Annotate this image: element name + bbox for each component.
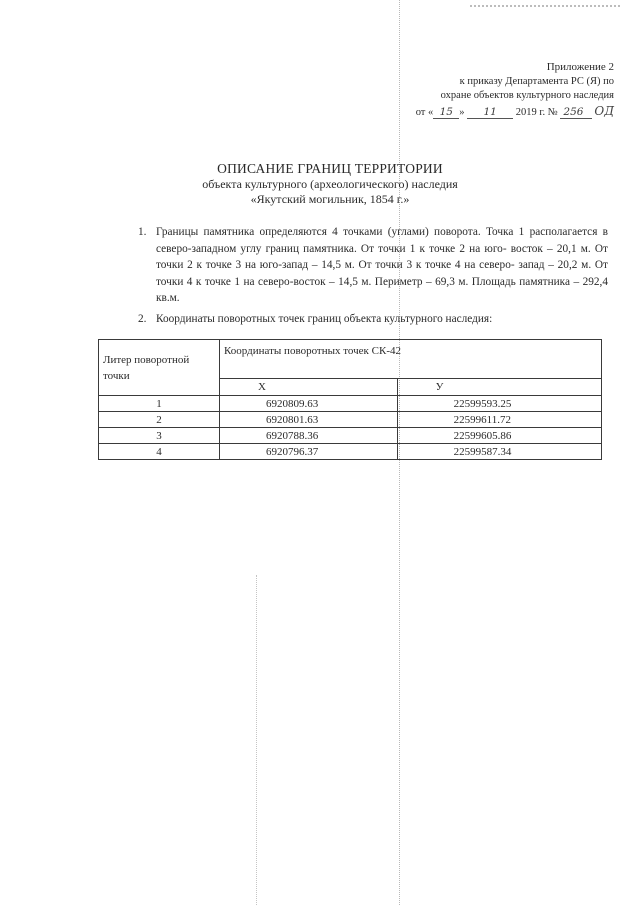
handwritten-day: 15 — [433, 106, 459, 119]
appendix-order-line: к приказу Департамента РС (Я) по — [459, 75, 614, 87]
list-item-text: Границы памятника определяются 4 точками (углами) поворота. Точка 1 располагается в северо-западном углу границ памятника. От точки 1 к точке 2 на юго- восток – 20,1 м. От точки 2 к точке 3 на юго-запад – 14,5 м. От точки 3 к точке 4 на северо- запад – 20,2 м. От точки 4 к точке 1 на северо-восток – 14,5 м. Периметр – 69,3 м. Площадь памятника – 292,4 кв.м. — [156, 226, 608, 305]
table-row — [99, 412, 602, 428]
liter-header: Литер поворотной точки — [99, 340, 220, 396]
y-value: 22599611.72 — [397, 412, 601, 428]
document-title — [140, 160, 520, 207]
point-number: 2 — [99, 412, 220, 428]
table-row — [99, 396, 602, 412]
point-number: 3 — [99, 428, 220, 444]
y-value: 22599605.86 — [397, 428, 601, 444]
appendix-date-line — [354, 104, 614, 121]
coordinates-table — [98, 339, 602, 460]
title-line-3: «Якутский могильник, 1854 г.» — [250, 192, 410, 206]
y-value: 22599593.25 — [397, 396, 601, 412]
point-number: 4 — [99, 444, 220, 460]
list-item-text: Координаты поворотных точек границ объекта культурного наследия: — [156, 312, 493, 325]
table-header-row — [99, 340, 602, 379]
x-value: 6920801.63 — [220, 412, 398, 428]
year-text: 2019 г. № — [515, 106, 558, 118]
list-item-number: 2. — [138, 312, 147, 325]
x-header: X — [220, 379, 398, 396]
title-line-2: объекта культурного (археологического) наследия — [202, 177, 458, 191]
x-value: 6920796.37 — [220, 444, 398, 460]
table-row — [99, 444, 602, 460]
scan-artifact-top — [470, 0, 620, 7]
fold-line-lower-left — [256, 575, 257, 905]
title-line-1: ОПИСАНИЕ ГРАНИЦ ТЕРРИТОРИИ — [217, 161, 443, 176]
list-item — [138, 224, 608, 307]
appendix-label: Приложение 2 — [546, 61, 614, 73]
coords-header: Координаты поворотных точек СК-42 — [220, 340, 602, 379]
x-value: 6920788.36 — [220, 428, 398, 444]
y-header: У — [397, 379, 601, 396]
appendix-department-line: охране объектов культурного наследия — [440, 90, 614, 101]
appendix-header — [354, 60, 614, 120]
y-value: 22599587.34 — [397, 444, 601, 460]
table-row — [99, 428, 602, 444]
date-prefix: от « — [415, 106, 434, 118]
handwritten-number: 256 — [560, 106, 592, 119]
list-item — [138, 311, 608, 328]
handwritten-month: 11 — [467, 106, 513, 119]
handwritten-suffix: ОД — [594, 103, 614, 118]
x-value: 6920809.63 — [220, 396, 398, 412]
point-number: 1 — [99, 396, 220, 412]
list-item-number: 1. — [138, 226, 147, 238]
date-quote: » — [459, 106, 465, 118]
description-list — [138, 224, 608, 328]
